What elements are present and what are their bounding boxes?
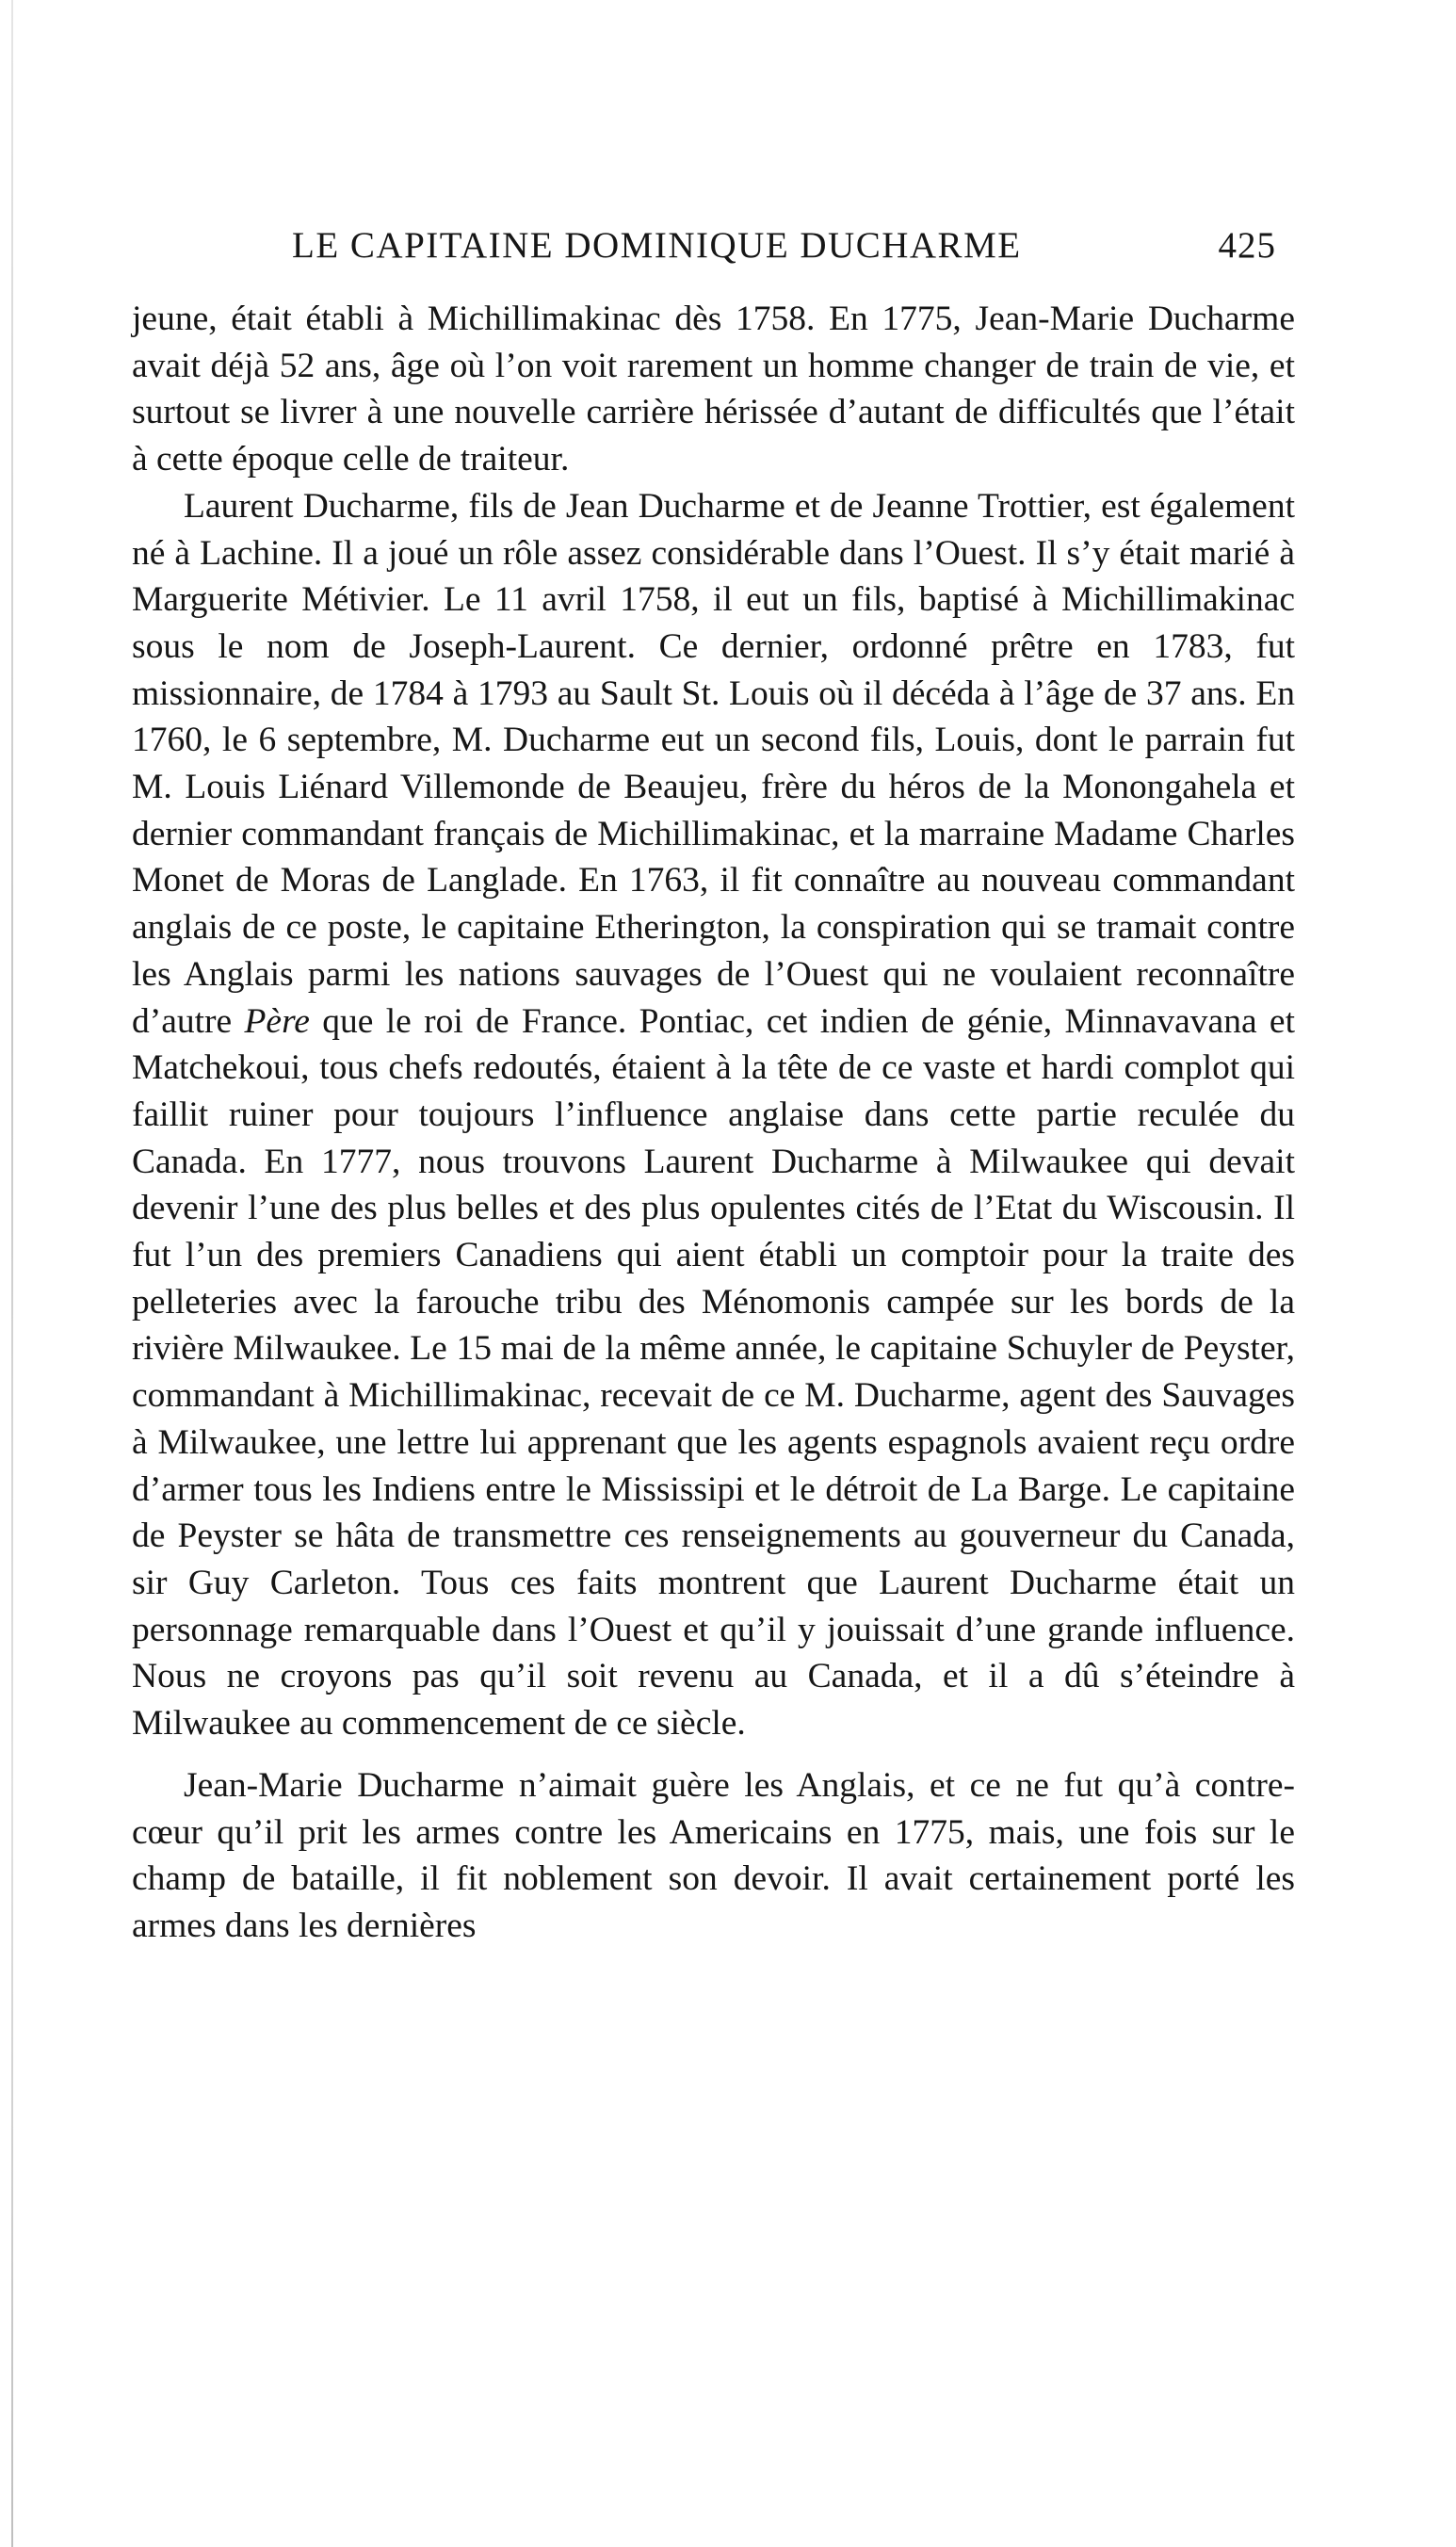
paragraph-continuation: jeune, était établi à Michillimakinac dès 1758. En 1775, Jean-Marie Ducharme avait déjà 52 ans, âge où l’on voit rarement un homme changer de train de vie, et surtout se livrer à une nouvelle carrière hérissée d’autant de difficultés que l’était à cette époque celle de traiteur. <box>132 300 1295 479</box>
paragraph-text-part: Laurent Ducharme, fils de Jean Ducharme et de Jeanne Trottier, est également né à Lachine. Il a joué un rôle assez considérable dans l’Ouest. Il s’y était marié à Marguerite Métivier. Le 11 avril 1758, il eut un fils, baptisé à Michillimakinac sous le nom de Joseph-Laurent. Ce dernier, ordonné prêtre en 1783, fut missionnaire, de 1784 à 1793 au Sault St. Louis où il décéda à l’âge de 37 ans. En 1760, le 6 septembre, M. Ducharme eut un second fils, Louis, dont le parrain fut M. Louis Liénard Villemonde de Beaujeu, frère du héros de la Monongahela et dernier commandant français de Michillimakinac, et la marraine Madame Charles Monet de Moras de Langlade. En 1763, il fit connaître au nouveau commandant anglais de ce poste, le capitaine Etherington, la conspiration qui se tramait contre les Anglais parmi les nations sauvages de l’Ouest qui ne voulaient reconnaître d’autre <box>132 486 1295 1041</box>
body-text <box>132 296 1295 1950</box>
scan-binding-edge <box>11 0 13 2547</box>
paragraph-text-part: que le roi de France. Pontiac, cet indien de génie, Minnavavana et Matchekoui, tous chefs redoutés, étaient à la tête de ce vaste et hardi complot qui faillit ruiner pour toujours l’influence anglaise dans cette partie reculée du Canada. En 1777, nous trouvons Laurent Ducharme à Milwaukee qui devait devenir l’une des plus belles et des plus opulentes cités de l’Etat du Wiscousin. Il fut l’un des premiers Canadiens qui aient établi un comptoir pour la traite des pelleteries avec la farouche tribu des Ménomonis campée sur les bords de la rivière Milwaukee. Le 15 mai de la même année, le capitaine Schuyler de Peyster, commandant à Michillimakinac, recevait de ce M. Ducharme, agent des Sauvages à Milwaukee, une lettre lui apprenant que les agents espagnols avaient reçu ordre d’armer tous les Indiens entre le Mississipi et le détroit de La Barge. Le capitaine de Peyster se hâta de transmettre ces renseignements au gouverneur du Canada, sir Guy Carleton. Tous ces faits montrent que Laurent Ducharme était un personnage remarquable dans l’Ouest et qu’il y jouissait d’une grande influence. Nous ne croyons pas qu’il soit revenu au Canada, et il a dû s’éteindre à Milwaukee au commencement de ce siècle. <box>132 1001 1295 1744</box>
paragraph-jean-marie-ducharme: Jean-Marie Ducharme n’aimait guère les Anglais, et ce ne fut qu’à contre-cœur qu’il prit les armes contre les Americains en 1775, mais, une fois sur le champ de bataille, il fit noblement son devoir. Il avait certainement porté les armes dans les dernières <box>132 1765 1295 1945</box>
paragraph-laurent-ducharme <box>132 483 1295 1747</box>
page-header <box>292 224 1276 281</box>
running-title: LE CAPITAINE DOMINIQUE DUCHARME <box>292 225 1022 266</box>
italic-word: Père <box>244 1001 310 1041</box>
page-number: 425 <box>1218 225 1276 266</box>
